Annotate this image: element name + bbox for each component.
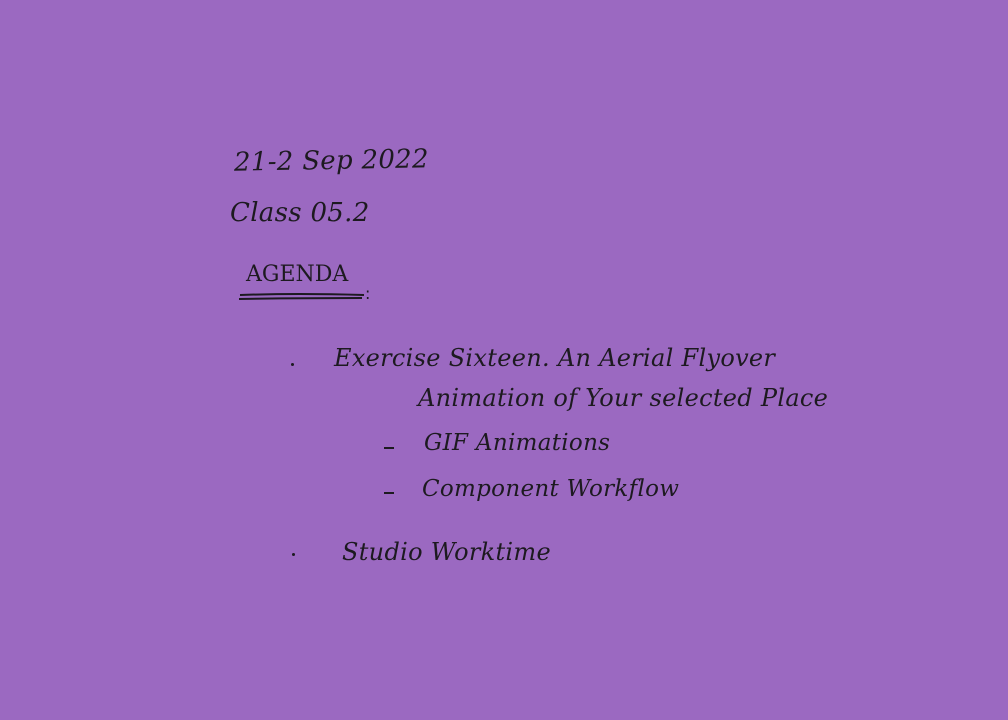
sub-bullet-dash: [384, 492, 394, 494]
agenda-underline: [238, 292, 366, 302]
agenda-colon: :: [365, 284, 371, 303]
agenda-item-studio-worktime: Studio Worktime: [342, 538, 551, 566]
bullet-dot: [292, 553, 295, 556]
subitem-gif-animations: GIF Animations: [424, 430, 611, 456]
agenda-item-exercise-line2: Animation of Your selected Place: [418, 384, 829, 412]
bullet-dot: [291, 363, 294, 366]
class-label: Class 05.2: [230, 198, 370, 228]
agenda-item-exercise-line1: Exercise Sixteen. An Aerial Flyover: [334, 344, 776, 372]
subitem-component-workflow: Component Workflow: [422, 476, 680, 502]
note-date: 21-2 Sep 2022: [233, 144, 430, 178]
sub-bullet-dash: [384, 447, 394, 449]
agenda-heading: AGENDA: [246, 262, 349, 287]
